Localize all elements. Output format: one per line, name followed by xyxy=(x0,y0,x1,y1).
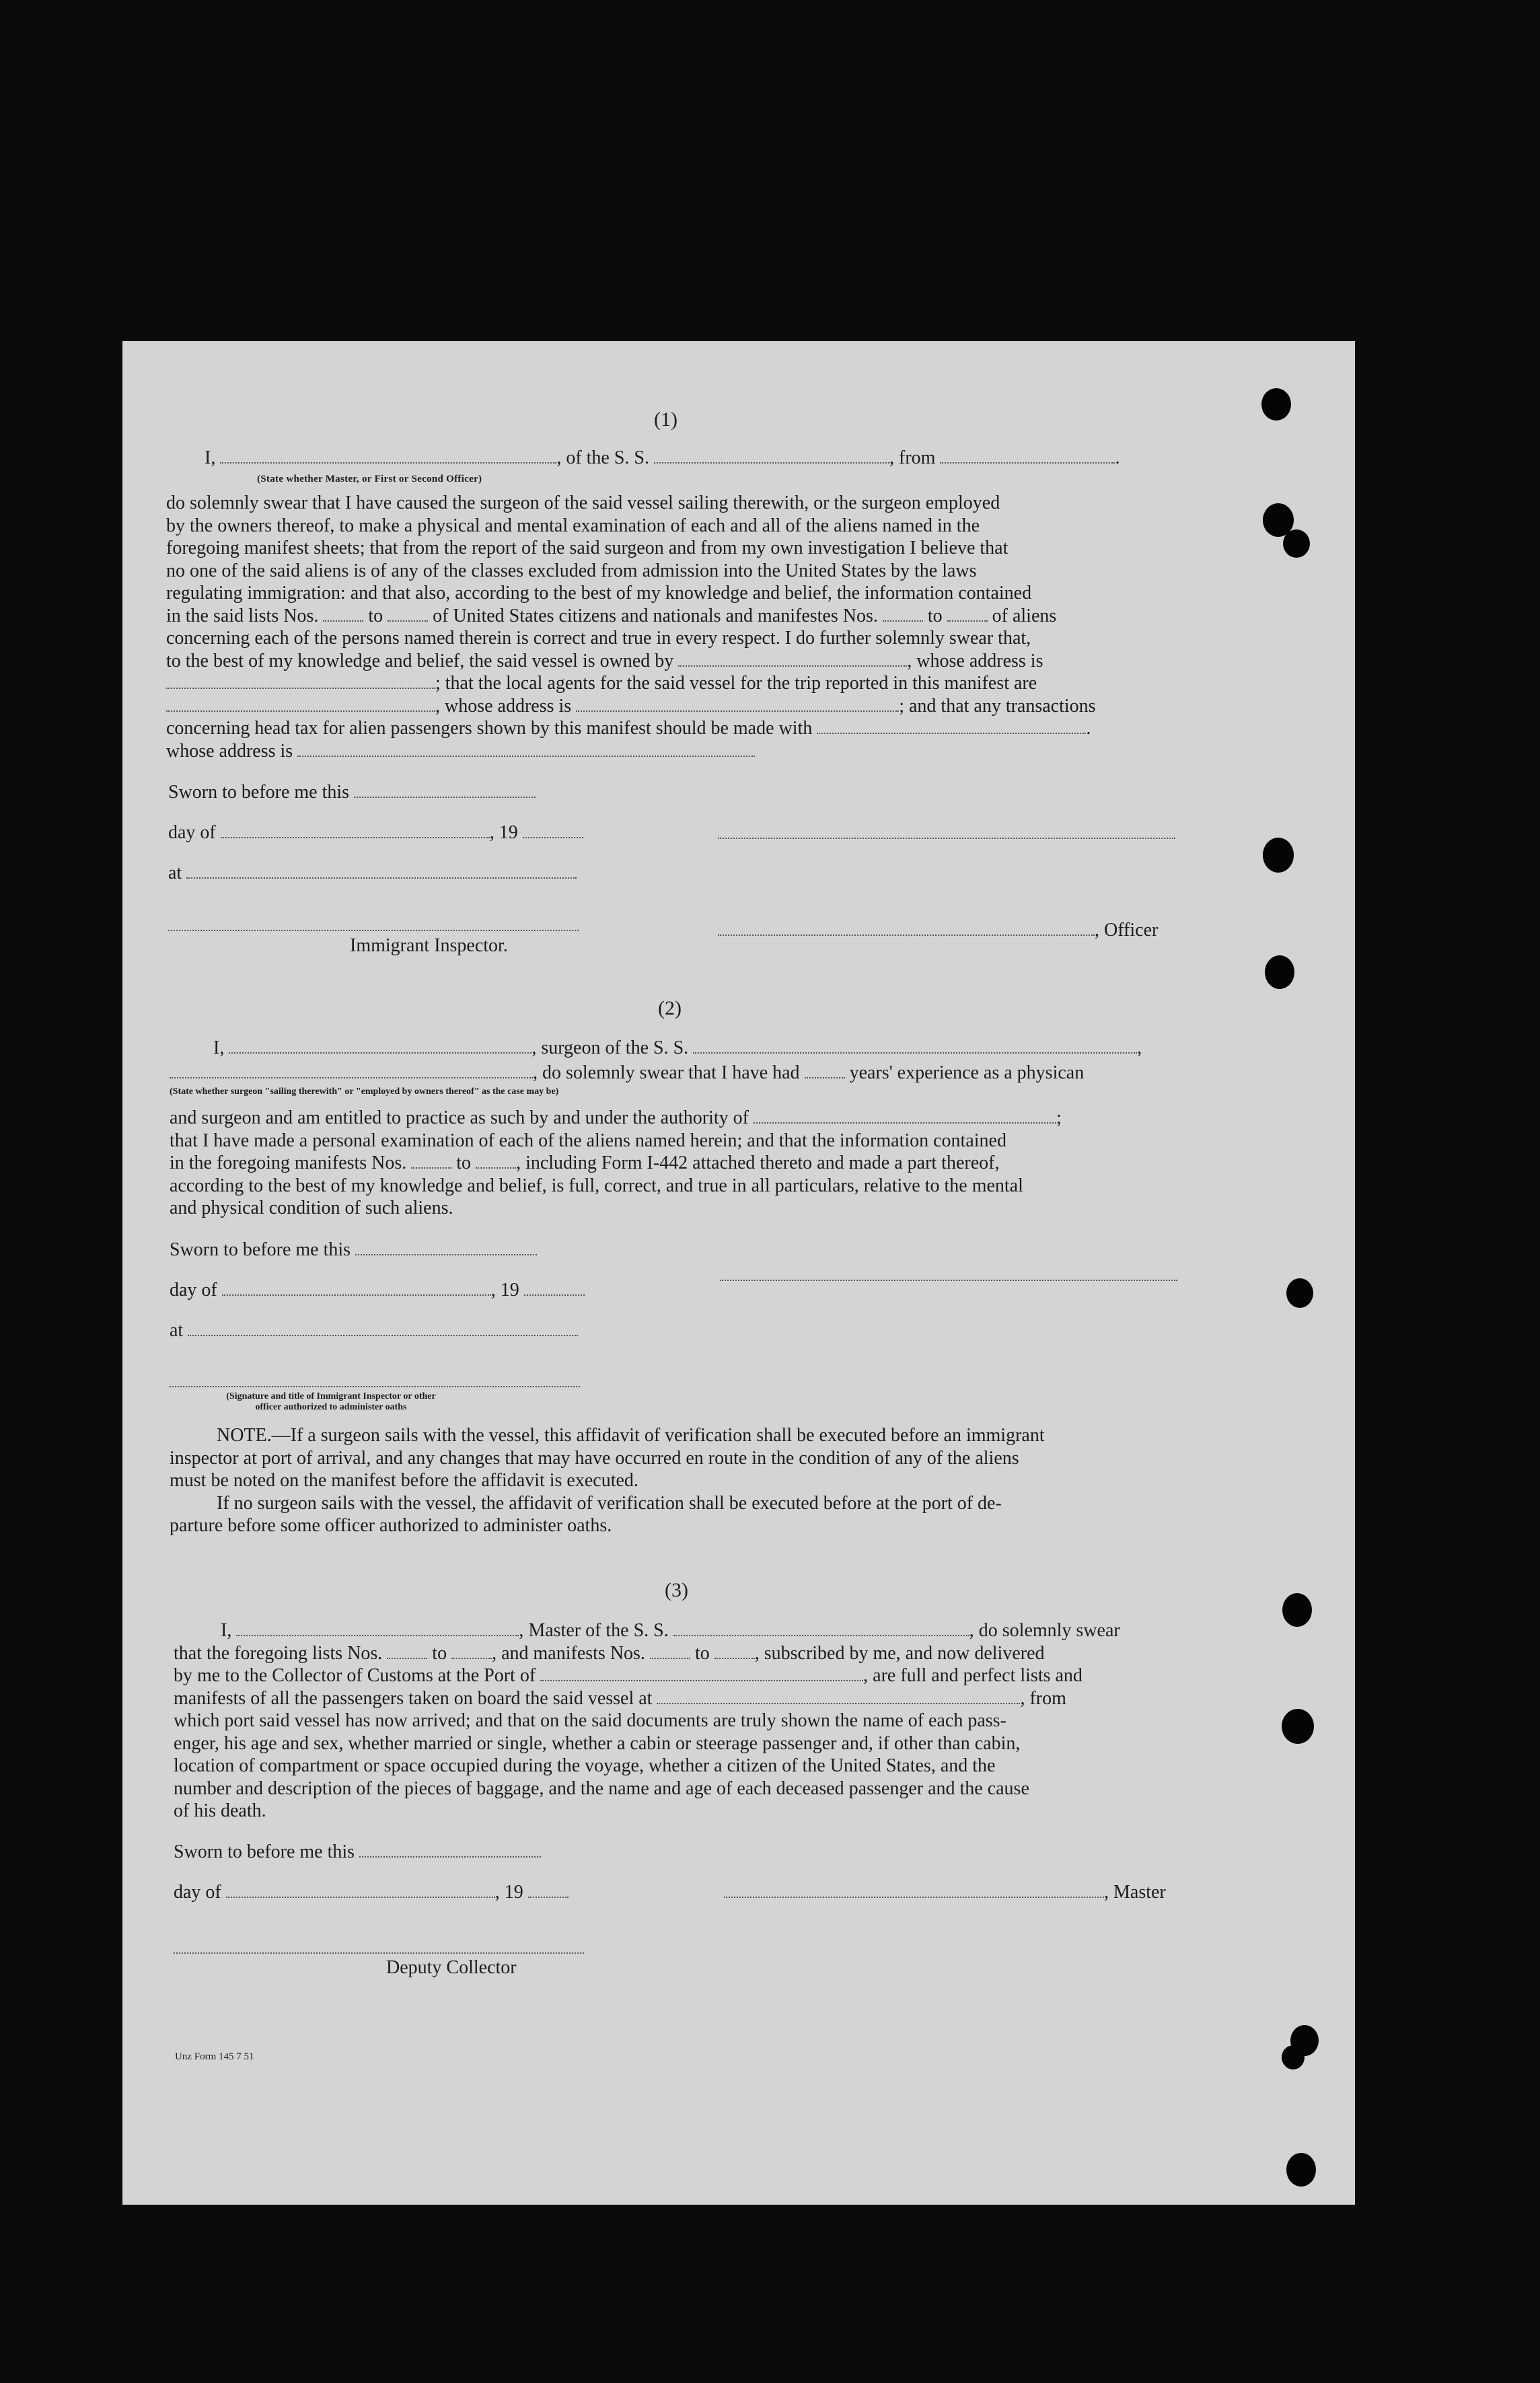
s3-body-line: enger, his age and sex, whether married or single, whether a cabin or steerage passenger and, if other than cabin, xyxy=(174,1732,1021,1754)
s3-body-line: manifests of all the passengers taken on board the said vessel at , from xyxy=(174,1687,1066,1709)
note-line: inspector at port of arrival, and any changes that may have occurred en route in the condition of any of the aliens xyxy=(170,1447,1019,1469)
sworn-blank[interactable] xyxy=(354,782,536,798)
s2-body xyxy=(170,1107,1179,1220)
s1-inspector-line[interactable] xyxy=(168,930,579,931)
s1-name-blank[interactable] xyxy=(220,447,556,464)
s2-body-line: and surgeon and am entitled to practice as such by and under the authority of ; xyxy=(170,1107,1062,1128)
s2-at: at xyxy=(170,1320,578,1342)
note-line: NOTE.—If a surgeon sails with the vessel, this affidavit of verification shall be executed before an immigrant xyxy=(217,1425,1045,1446)
s1-body-line: concerning head tax for alien passengers shown by this manifest should be made with . xyxy=(166,718,1091,739)
s1-body xyxy=(166,492,1175,762)
punch-hole xyxy=(1282,1709,1314,1744)
sworn-blank[interactable] xyxy=(355,1239,537,1255)
s2-manifest-blank[interactable] xyxy=(411,1152,451,1169)
s1-body-line: whose address is xyxy=(166,740,1175,763)
at-blank[interactable] xyxy=(188,1320,578,1336)
s2-sig-caption: (Signature and title of Immigrant Inspector or other officer authorized to administer oaths xyxy=(226,1391,436,1412)
s1-from: , from xyxy=(889,447,936,468)
punch-hole xyxy=(1286,1278,1313,1308)
manifest-no-blank[interactable] xyxy=(947,606,988,622)
s3-manifest-blank[interactable] xyxy=(714,1643,755,1659)
s2-inspector-line[interactable] xyxy=(170,1386,580,1387)
s2-body-line: that I have made a personal examination of each of the aliens named herein; and that the information contained xyxy=(170,1130,1006,1151)
s3-dayof: day of , 19 xyxy=(174,1882,569,1903)
s2-body-line: according to the best of my knowledge and belief, is full, correct, and true in all particulars, relative to the mental xyxy=(170,1175,1023,1196)
punch-hole xyxy=(1282,2045,1305,2069)
agents-blank[interactable] xyxy=(166,696,435,712)
s3-body-line: which port said vessel has now arrived; and that on the said documents are truly shown the name of each pass- xyxy=(174,1710,1006,1731)
s1-body-line: concerning each of the persons named therein is correct and true in every respect. I do further solemnly swear that, xyxy=(166,628,1031,649)
agents-address-blank[interactable] xyxy=(576,696,899,712)
s3-deputy-line[interactable] xyxy=(174,1952,584,1954)
s1-ship-blank[interactable] xyxy=(654,447,889,464)
s3-body-line: location of compartment or space occupied during the voyage, whether a citizen of the United States, and the xyxy=(174,1755,996,1776)
s3-master: , Master xyxy=(724,1882,1166,1903)
note-line: If no surgeon sails with the vessel, the affidavit of verification shall be executed before at the port of de- xyxy=(217,1492,1002,1514)
s1-i: I, xyxy=(205,447,216,468)
s1-body-line: ; that the local agents for the said vessel for the trip reported in this manifest are xyxy=(166,672,1175,695)
headtax-blank[interactable] xyxy=(817,718,1086,734)
s3-manifest-blank[interactable] xyxy=(650,1643,690,1659)
s2-sworn: Sworn to before me this xyxy=(170,1239,537,1261)
s1-inspector-label: Immigrant Inspector. xyxy=(350,935,508,956)
form-sheet xyxy=(122,341,1355,2205)
authority-blank[interactable] xyxy=(754,1107,1056,1124)
note-line: must be noted on the manifest before the affidavit is executed. xyxy=(170,1470,638,1491)
s1-ofss: , of the S. S. xyxy=(556,447,650,468)
s3-body-line: by me to the Collector of Customs at the Port of , are full and perfect lists and xyxy=(174,1665,1083,1686)
s2-body-line: in the foregoing manifests Nos. to , including Form I-442 attached thereto and made a part thereof, xyxy=(170,1152,1000,1173)
s3-sworn: Sworn to before me this xyxy=(174,1841,541,1863)
section-1-heading: (1) xyxy=(654,408,677,431)
s1-dayof: day of , 19 xyxy=(168,822,583,844)
s1-body-line: in the said lists Nos. to of United States citizens and nationals and manifestes Nos. to of aliens xyxy=(166,605,1057,626)
year-blank[interactable] xyxy=(523,822,583,838)
section-2-heading: (2) xyxy=(658,997,682,1019)
s1-signature-line[interactable] xyxy=(718,838,1175,839)
s1-body-line: no one of the said aliens is of any of the classes excluded from admission into the United States by the laws xyxy=(166,560,977,581)
s3-deputy-label: Deputy Collector xyxy=(386,1957,517,1978)
day-blank[interactable] xyxy=(226,1882,495,1898)
at-blank[interactable] xyxy=(186,863,577,879)
port-blank[interactable] xyxy=(540,1665,863,1681)
punch-hole xyxy=(1265,955,1294,989)
section-3-heading: (3) xyxy=(665,1579,688,1601)
s1-line1 xyxy=(205,447,1120,469)
owner-address-blank[interactable] xyxy=(166,673,435,689)
s1-body-line: by the owners thereof, to make a physical and mental examination of each and all of the aliens named in the xyxy=(166,515,980,536)
list-no-blank[interactable] xyxy=(323,606,363,622)
s1-body-line: do solemnly swear that I have caused the surgeon of the said vessel sailing therewith, or the surgeon employed xyxy=(166,492,1000,513)
manifest-no-blank[interactable] xyxy=(883,606,923,622)
s2-note: (State whether surgeon "sailing therewith" or "employed by owners thereof" as the case may be) xyxy=(170,1087,559,1097)
s2-line2: , do solemnly swear that I have had years' experience as a physican xyxy=(170,1062,1084,1084)
s2-line1: I, , surgeon of the S. S. , xyxy=(213,1037,1142,1058)
punch-hole xyxy=(1261,388,1291,420)
s3-body xyxy=(174,1619,1183,1823)
punch-hole xyxy=(1263,838,1294,873)
s2-dayof: day of , 19 xyxy=(170,1280,585,1301)
headtax-address-blank[interactable] xyxy=(297,741,755,757)
day-blank[interactable] xyxy=(222,1280,491,1296)
officer-blank[interactable] xyxy=(718,920,1095,936)
s1-body-line: foregoing manifest sheets; that from the report of the said surgeon and from my own investigation I believe that xyxy=(166,538,1009,558)
punch-hole xyxy=(1286,2153,1316,2187)
year-blank[interactable] xyxy=(524,1280,585,1296)
year-blank[interactable] xyxy=(528,1882,569,1898)
list-no-blank[interactable] xyxy=(388,606,428,622)
surgeon-type-blank[interactable] xyxy=(170,1062,533,1078)
boarding-port-blank[interactable] xyxy=(657,1688,1020,1704)
master-name-blank[interactable] xyxy=(236,1620,519,1636)
s1-officer: , Officer xyxy=(718,920,1158,941)
note-line: parture before some officer authorized to administer oaths. xyxy=(170,1515,612,1536)
s1-end: . xyxy=(1115,447,1120,468)
s2-body-line: and physical condition of such aliens. xyxy=(170,1198,453,1218)
s1-at: at xyxy=(168,863,577,884)
sworn-blank[interactable] xyxy=(359,1841,541,1858)
s2-note-block xyxy=(170,1424,1179,1537)
surgeon-name-blank[interactable] xyxy=(229,1037,531,1054)
s3-body-line: of his death. xyxy=(174,1800,266,1821)
form-number: Unz Form 145 7 51 xyxy=(175,2051,254,2062)
s2-ship-blank[interactable] xyxy=(693,1037,1137,1054)
s1-sworn: Sworn to before me this xyxy=(168,782,536,803)
s1-body-line: regulating immigration: and that also, according to the best of my knowledge and belief, the information contained xyxy=(166,583,1032,603)
s1-from-blank[interactable] xyxy=(940,447,1115,464)
years-blank[interactable] xyxy=(805,1062,845,1078)
s1-body-line: , whose address is ; and that any transactions xyxy=(166,695,1175,718)
s3-body-line: that the foregoing lists Nos. to , and manifests Nos. to , subscribed by me, and now delivered xyxy=(174,1642,1045,1664)
s3-list-blank[interactable] xyxy=(387,1643,427,1659)
day-blank[interactable] xyxy=(221,822,490,838)
s3-ship-blank[interactable] xyxy=(673,1620,969,1636)
s3-list-blank[interactable] xyxy=(451,1643,492,1659)
owner-blank[interactable] xyxy=(678,651,907,667)
s2-manifest-blank[interactable] xyxy=(476,1152,516,1169)
s2-signature-line[interactable] xyxy=(720,1280,1177,1281)
s1-body-line: to the best of my knowledge and belief, the said vessel is owned by , whose address is xyxy=(166,650,1043,671)
s3-body-line: number and description of the pieces of baggage, and the name and age of each deceased passenger and the cause xyxy=(174,1777,1029,1799)
s3-body-line: I, , Master of the S. S. , do solemnly swear xyxy=(221,1620,1120,1641)
master-sig-blank[interactable] xyxy=(724,1882,1104,1898)
punch-hole xyxy=(1282,1593,1312,1627)
s1-note: (State whether Master, or First or Second Officer) xyxy=(257,474,482,484)
punch-hole xyxy=(1283,529,1310,558)
